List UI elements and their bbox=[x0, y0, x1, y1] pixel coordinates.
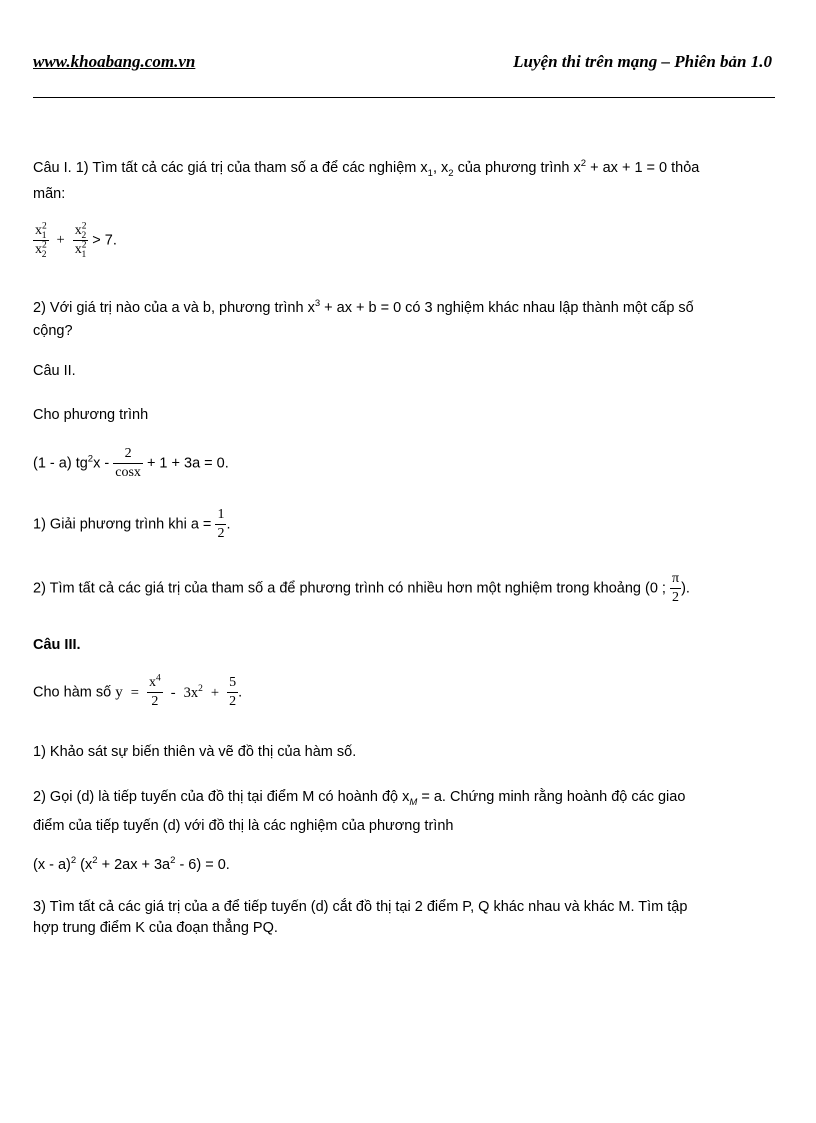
cau2-question2: 2) Tìm tất cả các giá trị của tham số a để phương trình có nhiều hơn một nghiệm trong khoảng (0 ; $\frac{\pi}{2}$ ). bbox=[33, 571, 690, 605]
cau1-inequality: $\frac{x^2_1}{x^2_2}$ + $\frac{x^2_2}{x^2_1}$ > 7. bbox=[35, 221, 117, 260]
fraction-x4-over-2: $\frac{x^4}{2}$ bbox=[148, 673, 161, 709]
cau3-question3-line2: hợp trung điểm K của đoạn thẳng PQ. bbox=[33, 920, 278, 936]
cau2-equation: (1 - a) $tg^2x$ - $\frac{2}{\cos x}$ + 1 + 3a = 0. bbox=[33, 446, 229, 480]
fraction-2: $\frac{x^2_2}{x^2_1}$ bbox=[74, 221, 87, 260]
header-tagline: Luyện thi trên mạng – Phiên bản 1.0 bbox=[513, 52, 772, 71]
fraction-pi-over-2: $\frac{\pi}{2}$ bbox=[672, 571, 680, 605]
cau1-question1-line1: Câu I. 1) Tìm tất cả các giá trị của tham số a để các nghiệm $x_1$, $x_2$ của phương trình $x^2$ + ax + 1 = 0 thỏa bbox=[33, 158, 700, 179]
header-divider bbox=[33, 97, 775, 98]
cau3-question2-equation: (x - a)$^2$ $(x^2 + 2ax + 3a^2 - 6) = 0$. bbox=[33, 855, 230, 873]
cau2-intro: Cho phương trình bbox=[33, 407, 149, 423]
fraction-1: $\frac{x^2_1}{x^2_2}$ bbox=[35, 221, 47, 260]
cau3-question2-line1: 2) Gọi (d) là tiếp tuyến của đồ thị tại điểm M có hoành độ $x_M = a$. Chứng minh rằng hoành độ các giao bbox=[33, 789, 686, 808]
cau1-question2-line1: 2) Với giá trị nào của a và b, phương trình $x^3$ + ax + b = 0 có 3 nghiệm khác nhau lập thành một cấp số bbox=[33, 298, 694, 316]
fraction-half: $\frac{1}{2}$ bbox=[217, 507, 225, 541]
cau1-question2-line2: cộng? bbox=[33, 323, 73, 339]
cau3-question3-line1: 3) Tìm tất cả các giá trị của a để tiếp tuyến (d) cắt đồ thị tại 2 điểm P, Q khác nhau và khác M. Tìm tập bbox=[33, 899, 688, 915]
cau3-question1: 1) Khảo sát sự biến thiên và vẽ đồ thị của hàm số. bbox=[33, 744, 357, 760]
cau3-title: Câu III. bbox=[33, 637, 81, 653]
fraction-2-over-cosx: $\frac{2}{\cos x}$ bbox=[115, 446, 141, 480]
cau2-title: Câu II. bbox=[33, 363, 76, 379]
cau1-question1-line2: mãn: bbox=[33, 186, 66, 202]
cau2-question1: 1) Giải phương trình khi a = $\frac{1}{2}$ . bbox=[33, 507, 231, 541]
header-website: www.khoabang.com.vn bbox=[33, 52, 196, 71]
cau3-question2-line2: điểm của tiếp tuyến (d) với đồ thị là các nghiệm của phương trình bbox=[33, 818, 454, 834]
cau3-function: Cho hàm số y = $\frac{x^4}{2}$ - $3x^2$ + $\frac{5}{2}$ . bbox=[33, 673, 243, 709]
fraction-5-over-2: $\frac{5}{2}$ bbox=[229, 675, 237, 709]
